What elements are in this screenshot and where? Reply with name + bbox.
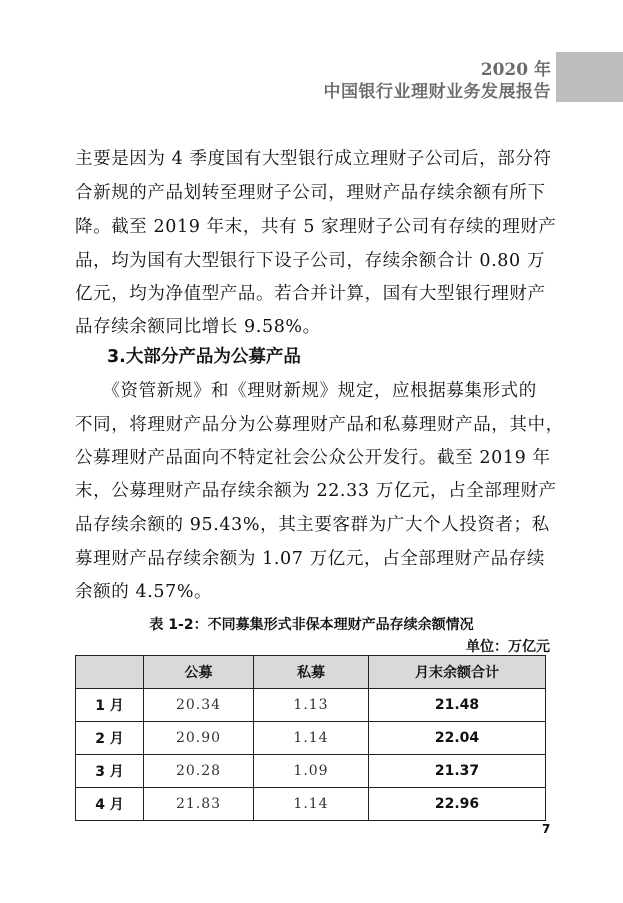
body-line: 不同，将理财产品分为公募理财产品和私募理财产品，其中， bbox=[75, 415, 564, 435]
page-number: 7 bbox=[542, 822, 551, 836]
body-line: 品，均为国有大型银行下设子公司，存续余额合计 0.80 万 bbox=[75, 251, 545, 271]
private-cell: 1.13 bbox=[254, 689, 369, 722]
total-cell: 21.37 bbox=[369, 755, 546, 788]
total-cell: 22.04 bbox=[369, 722, 546, 755]
body-line: 合新规的产品划转至理财子公司，理财产品存续余额有所下 bbox=[75, 183, 546, 203]
body-line: 主要是因为 4 季度国有大型银行成立理财子公司后，部分符 bbox=[75, 149, 552, 169]
public-cell: 21.83 bbox=[144, 788, 254, 821]
header-cell: 私募 bbox=[254, 656, 369, 689]
body-line: 募理财产品存续余额为 1.07 万亿元，占全部理财产品存续 bbox=[75, 549, 545, 569]
header-cell: 月末余额合计 bbox=[369, 656, 546, 689]
body-line: 公募理财产品面向不特定社会公众公开发行。截至 2019 年 bbox=[75, 448, 551, 468]
month-cell: 4 月 bbox=[76, 788, 144, 821]
body-line: 降。截至 2019 年末，共有 5 家理财子公司有存续的理财产 bbox=[75, 217, 557, 237]
table-caption: 表 1-2：不同募集形式非保本理财产品存续余额情况 bbox=[149, 617, 474, 633]
total-cell: 22.96 bbox=[369, 788, 546, 821]
table-unit: 单位：万亿元 bbox=[466, 639, 550, 655]
header-cell: 公募 bbox=[144, 656, 254, 689]
table-row bbox=[76, 755, 546, 788]
private-cell: 1.09 bbox=[254, 755, 369, 788]
body-line: 亿元，均为净值型产品。若合并计算，国有大型银行理财产 bbox=[75, 284, 546, 304]
private-cell: 1.14 bbox=[254, 788, 369, 821]
month-cell: 2 月 bbox=[76, 722, 144, 755]
table-row bbox=[76, 722, 546, 755]
body-line: 末，公募理财产品存续余额为 22.33 万亿元，占全部理财产 bbox=[75, 481, 557, 501]
table-row bbox=[76, 788, 546, 821]
balance-table bbox=[75, 655, 546, 821]
body-line: 品存续余额的 95.43%，其主要客群为广大个人投资者；私 bbox=[75, 515, 550, 535]
header-year: 2020 年 bbox=[480, 60, 551, 80]
total-cell: 21.48 bbox=[369, 689, 546, 722]
body-line: 《资管新规》和《理财新规》规定，应根据募集形式的 bbox=[75, 381, 537, 401]
public-cell: 20.28 bbox=[144, 755, 254, 788]
public-cell: 20.90 bbox=[144, 722, 254, 755]
body-line: 品存续余额同比增长 9.58%。 bbox=[75, 317, 321, 337]
body-line: 余额的 4.57%。 bbox=[75, 582, 213, 602]
table-row bbox=[76, 689, 546, 722]
header-title: 中国银行业理财业务发展报告 bbox=[323, 82, 551, 102]
month-cell: 3 月 bbox=[76, 755, 144, 788]
public-cell: 20.34 bbox=[144, 689, 254, 722]
header-tab-block bbox=[556, 52, 623, 102]
header-cell bbox=[76, 656, 144, 689]
month-cell: 1 月 bbox=[76, 689, 144, 722]
private-cell: 1.14 bbox=[254, 722, 369, 755]
table-header-row bbox=[76, 656, 546, 689]
section-heading: 3.大部分产品为公募产品 bbox=[107, 347, 301, 367]
